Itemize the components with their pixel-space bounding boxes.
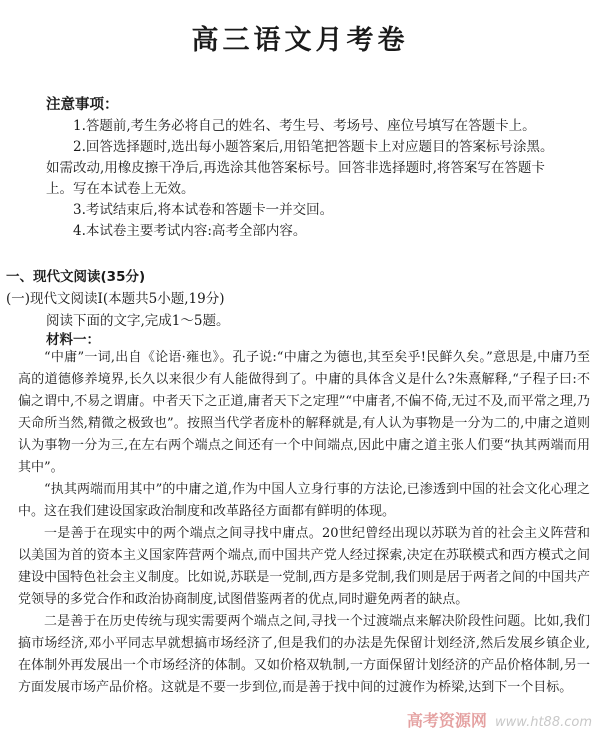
subsection-title: (一)现代文阅读Ⅰ(本题共5小题,19分) <box>6 291 225 307</box>
passage-paragraph: “执其两端而用其中”的中庸之道,作为中国人立身行事的方法论,已渗透到中国的社会文化心理之中。这在我们建设国家政治制度和改革路径方面都有鲜明的体现。 <box>18 482 590 519</box>
notice-list <box>46 116 566 242</box>
notice-item: 2.回答选择题时,选出每小题答案后,用铅笔把答题卡上对应题目的答案标号涂黑。如需改动,用橡皮擦干净后,再选涂其他答案标号。回答非选择题时,将答案写在答题卡上。写在本试卷上无效。 <box>46 139 554 197</box>
watermark <box>407 708 592 731</box>
material-label: 材料一： <box>46 332 100 348</box>
watermark-logo: 高考资源网 <box>406 711 487 730</box>
reading-instruction: 阅读下面的文字,完成1～5题。 <box>46 313 230 329</box>
passage-paragraph: 二是善于在历史传统与现实需要两个端点之间,寻找一个过渡端点来解决阶段性问题。比如,我们搞市场经济,邓小平同志早就想搞市场经济了,但是我们的办法是先保留计划经济,然后发展乡镇企业,在体制外再发展出一个市场经济的体制。又如价格双轨制,一方面保留计划经济的产品价格体制,另一方面发展市场产品价格。这就是不要一步到位,而是善于找中间的过渡作为桥梁,达到下一个目标。 <box>18 614 590 695</box>
notice-item: 1.答题前,考生务必将自己的姓名、考生号、考场号、座位号填写在答题卡上。 <box>73 118 536 134</box>
passage-paragraph: 一是善于在现实中的两个端点之间寻找中庸点。20世纪曾经出现以苏联为首的社会主义阵营和以美国为首的资本主义国家阵营两个端点,而中国共产党人经过探索,决定在苏联模式和西方模式之间建设中国特色社会主义制度。比如说,苏联是一党制,西方是多党制,我们则是居于两者之间的中国共产党领导的多党合作和政治协商制度,试图借鉴两者的优点,同时避免两者的缺点。 <box>18 526 590 607</box>
watermark-url: www.ht88.com <box>495 715 592 730</box>
reading-passage <box>18 347 590 699</box>
exam-title: 高三语文月考卷 <box>191 25 409 56</box>
notice-item: 3.考试结束后,将本试卷和答题卡一并交回。 <box>73 202 334 218</box>
notice-heading: 注意事项： <box>46 97 119 113</box>
notice-item: 4.本试卷主要考试内容:高考全部内容。 <box>73 223 307 239</box>
section-title: 一、现代文阅读(35分) <box>6 269 146 285</box>
passage-paragraph: “中庸”一词,出自《论语·雍也》。孔子说:“中庸之为德也,其至矣乎!民鲜久矣。”意思是,中庸乃至高的道德修养境界,长久以来很少有人能做得到了。中庸的具体含义是什么?朱熹解释,“子程子曰:不偏之谓中,不易之谓庸。中者天下之正道,庸者天下之定理”“中庸者,不偏不倚,无过不及,而平常之理,乃天命所当然,精微之极致也”。按照当代学者庞朴的解释就是,有人认为事物是一分为二的,中庸之道则认为事物一分为三,在左右两个端点之间还有一个中间端点,因此中庸之道主张人们要“执其两端而用其中”。 <box>18 350 590 475</box>
